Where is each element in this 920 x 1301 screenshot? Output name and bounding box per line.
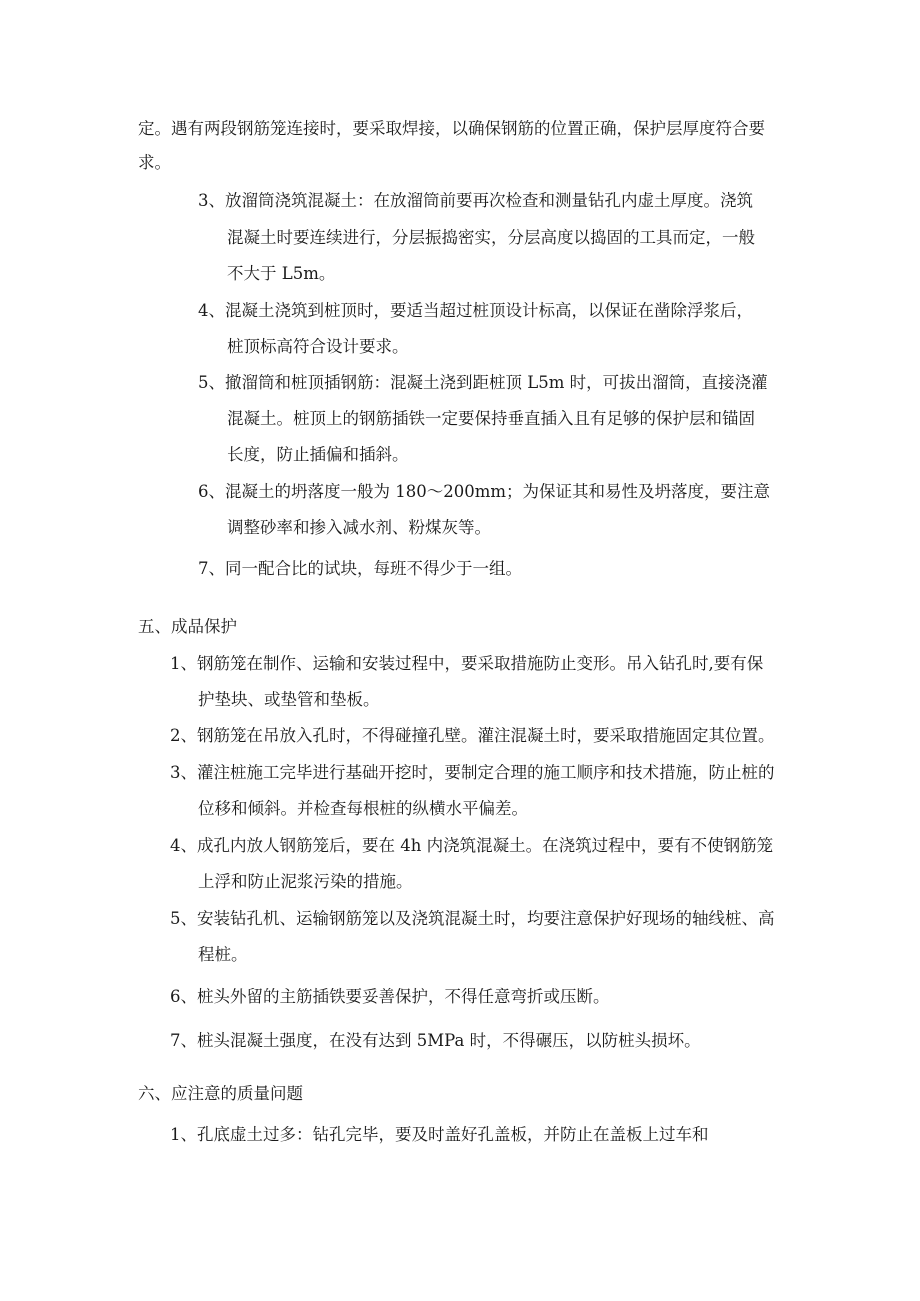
text-line: 调整砂率和掺入减水剂、粉煤灰等。 [227, 518, 491, 537]
section-heading: 五、成品保护 [138, 617, 237, 636]
text-line: 混凝土时要连续进行，分层振捣密实，分层高度以捣固的工具而定，一般 [227, 228, 755, 247]
text-line: 上浮和防止泥浆污染的措施。 [198, 872, 413, 891]
list-item-4: 4、混凝土浇筑到桩顶时，要适当超过桩顶设计标高，以保证在凿除浮浆后， [198, 301, 753, 320]
list-item-5: 5、撤溜筒和桩顶插钢筋：混凝土浇到距桩顶 L5m 时，可拔出溜筒，直接浇灌 [198, 373, 768, 392]
list-item-7: 7、桩头混凝土强度，在没有达到 5MPa 时，不得碾压，以防桩头损坏。 [170, 1031, 701, 1050]
text-line: 桩顶标高符合设计要求。 [227, 337, 409, 356]
list-item-6: 6、混凝土的坍落度一般为 180～200mm；为保证其和易性及坍落度，要注意 [198, 482, 771, 501]
text-line: 不大于 L5m。 [227, 264, 336, 283]
text-line: 长度，防止插偏和插斜。 [227, 445, 409, 464]
text-line: 混凝土。桩顶上的钢筋插铁一定要保持垂直插入且有足够的保护层和锚固 [227, 409, 755, 428]
list-item-1: 1、钢筋笼在制作、运输和安装过程中，要采取措施防止变形。吊入钻孔时,要有保 [170, 654, 764, 673]
list-item-7: 7、同一配合比的试块，每班不得少于一组。 [198, 559, 522, 578]
list-item-6: 6、桩头外留的主筋插铁要妥善保护，不得任意弯折或压断。 [170, 987, 610, 1006]
list-item-3: 3、放溜筒浇筑混凝土：在放溜筒前要再次检查和测量钻孔内虚土厚度。浇筑 [198, 191, 753, 210]
text-line: 程桩。 [198, 945, 248, 964]
text-line: 求。 [138, 153, 171, 172]
list-item-5: 5、安装钻孔机、运输钢筋笼以及浇筑混凝土时，均要注意保护好现场的轴线桩、高 [170, 909, 775, 928]
text-line: 定。遇有两段钢筋笼连接时，要采取焊接，以确保钢筋的位置正确，保护层厚度符合要 [138, 119, 765, 138]
text-line: 位移和倾斜。并检查每根桩的纵横水平偏差。 [198, 799, 528, 818]
list-item-4: 4、成孔内放人钢筋笼后，要在 4h 内浇筑混凝土。在浇筑过程中，要有不使钢筋笼 [170, 836, 774, 855]
section-heading: 六、应注意的质量问题 [138, 1084, 303, 1103]
list-item-1: 1、孔底虚土过多：钻孔完毕，要及时盖好孔盖板，并防止在盖板上过车和 [170, 1125, 709, 1144]
list-item-3: 3、灌注桩施工完毕进行基础开挖时，要制定合理的施工顺序和技术措施，防止桩的 [170, 763, 775, 782]
text-line: 护垫块、或垫管和垫板。 [198, 690, 380, 709]
list-item-2: 2、钢筋笼在吊放入孔时，不得碰撞孔壁。灌注混凝土时，要采取措施固定其位置。 [170, 726, 775, 745]
